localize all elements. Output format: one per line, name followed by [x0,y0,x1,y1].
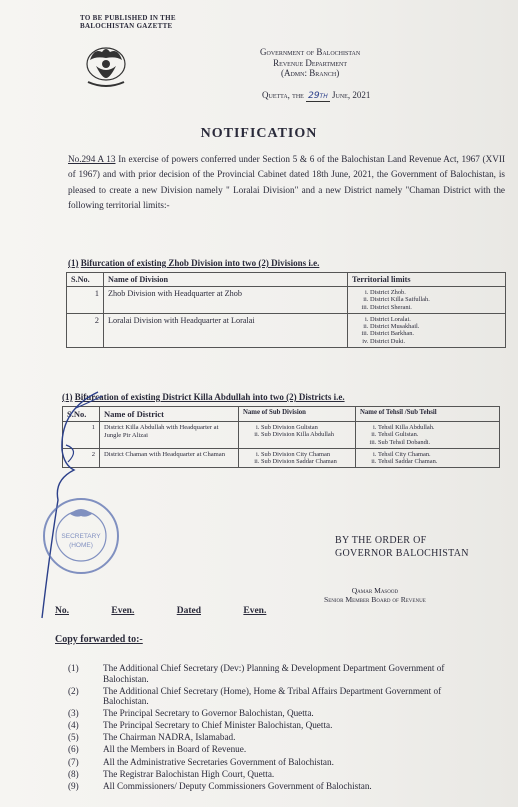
list-item: (2) The Additional Chief Secretary (Home), Home & Tribal Affairs Department Government of Balochistan. [68,685,442,707]
copy-forwarded-heading: Copy forwarded to:- [55,634,143,645]
section-2-heading: (1) Bifurcation of existing District Killa Abdullah into two (2) Districts i.e. [62,392,345,402]
list-item: (1) The Additional Chief Secretary (Dev:) Planning & Development Department Government of Balochistan. [68,663,445,684]
table-row: 1 District Killa Abdullah with Headquarter at Jungle Pir Alizai i. Sub Division Gulistan ii. Sub Division Killa Abdullah i. Tehsil Killa Abdullah. ii. Tehsil Gulistan. iii. Sub Tehsil Dobandi. [63,422,500,449]
list-item: (5) The Chairman NADRA, Islamabad. [68,732,236,743]
svg-text:(HOME): (HOME) [69,542,93,549]
table-header-row: S.No. Name of Division Territorial limits [67,273,506,287]
government-emblem-icon [80,40,132,90]
issuing-department: Government of Balochistan Revenue Department (Admn: Branch) [260,47,361,78]
list-item: (3) The Principal Secretary to Governor Balochistan, Quetta. [68,708,314,719]
distribution-list [68,663,468,793]
order-statement: BY THE ORDER OF GOVERNOR BALOCHISTAN [335,535,469,559]
territorial-list: i. District Zhob. ii. District Killa Saifullah. iii. District Sherani. [352,289,501,311]
table-row: 1 Zhob Division with Headquarter at Zhob i. District Zhob. ii. District Killa Saifullah. iii. District Sherani. [67,287,506,314]
handwritten-date: 29th [308,91,328,101]
tehsil-list: i. Tehsil City Chaman. ii. Tehsil Saddar Chaman. [360,451,495,466]
subdivision-list: i. Sub Division City Chaman ii. Sub Division Saddar Chaman [243,451,351,466]
official-stamp-icon [40,496,122,576]
table-row: 2 Loralai Division with Headquarter at Loralai i. District Loralai. ii. District Musakhail. iii. District Barkhan. iv. District Duki. [67,313,506,347]
reference-number: No.294 A 13 [68,154,116,164]
subdivision-list: i. Sub Division Gulistan ii. Sub Division Killa Abdullah [243,424,351,439]
list-item: (6) All the Members in Board of Revenue. [68,744,247,755]
reference-line: No. Even. Dated Even. [55,606,267,616]
notification-body [68,152,505,213]
section-1-heading: (1) Bifurcation of existing Zhob Division into two (2) Divisions i.e. [68,258,320,268]
list-item: (4) The Principal Secretary to Chief Minister Balochistan, Quetta. [68,720,333,731]
page-title: NOTIFICATION [200,126,318,141]
list-item: (8) The Registrar Balochistan High Court, Quetta. [68,768,275,779]
table-row: 2 District Chaman with Headquarter at Chaman i. Sub Division City Chaman ii. Sub Division Saddar Chaman i. Tehsil City Chaman. ii. Tehsil Saddar Chaman. [63,448,500,468]
territorial-list: i. District Loralai. ii. District Musakhail. iii. District Barkhan. iv. District Duki. [352,316,501,345]
list-item: (9) All Commissioners/ Deputy Commissioners Government of Balochistan. [68,780,372,791]
table-header-row: S.No. Name of District Name of Sub Division Name of Tehsil /Sub Tehsil [63,407,500,422]
list-item: (7) All the Administrative Secretaries Government of Balochistan. [68,756,334,767]
division-table [66,272,506,348]
svg-text:SECRETARY: SECRETARY [61,533,101,540]
signatory-block: Qamar Masood Senior Member Board of Revenue [324,586,426,605]
gazette-note: TO BE PUBLISHED IN THE BALOCHISTAN GAZETTE [80,14,176,30]
tehsil-list: i. Tehsil Killa Abdullah. ii. Tehsil Gulistan. iii. Sub Tehsil Dobandi. [360,424,495,446]
date-line: Quetta, the 29th June, 2021 [262,90,371,101]
body-text: In exercise of powers conferred under Section 5 & 6 of the Balochistan Land Revenue Act, 1967 (XVII of 1967) and with prior decision of the Provincial Cabinet dated 18th June, 2021, the Government of Balochistan, is pleased to create a new Division namely " Loralai Division" and a new District namely "Chaman District with the following territorial limits:- [68,154,506,210]
